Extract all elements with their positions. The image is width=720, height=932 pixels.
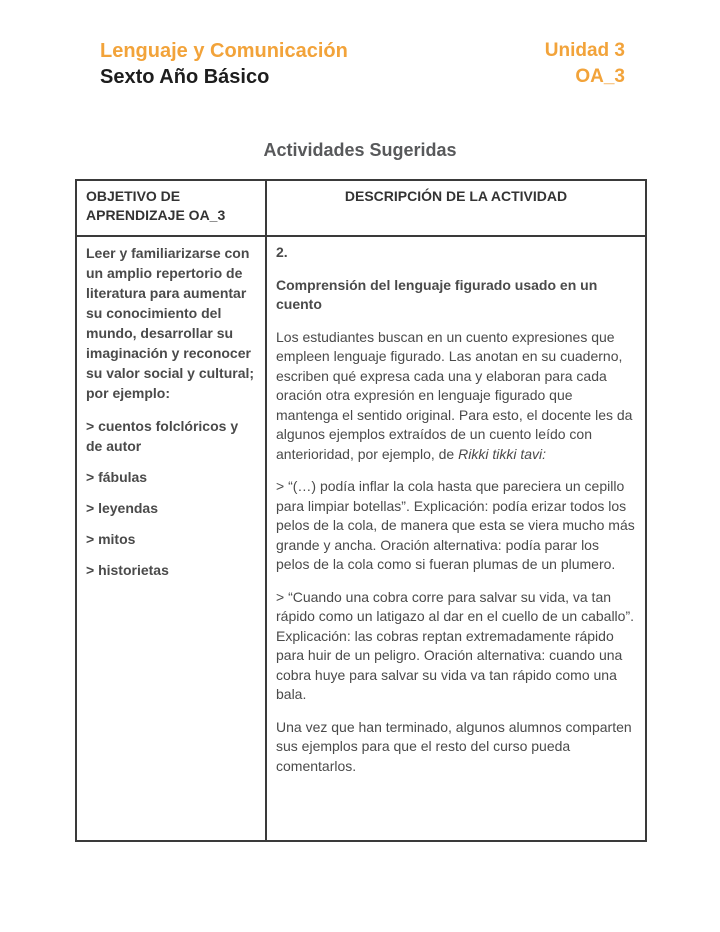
objective-cell [76, 236, 266, 841]
objective-item: > fábulas [86, 469, 148, 485]
description-column-header: DESCRIPCIÓN DE LA ACTIVIDAD [266, 180, 646, 236]
subject-title: Lenguaje y Comunicación [100, 40, 348, 62]
activity-title: Comprensión del lenguaje figurado usado en un cuento [276, 276, 598, 312]
activity-cell [266, 236, 646, 841]
objective-item: > mitos [86, 531, 136, 547]
activities-table [75, 179, 647, 842]
header-left [100, 38, 348, 90]
document-header [0, 0, 720, 90]
activity-story-title: Rikki tikki tavi: [458, 445, 547, 462]
oa-label: OA_3 [575, 66, 625, 87]
activity-intro-text: Los estudiantes buscan en un cuento expresiones que empleen lenguaje figurado. Las anotan en su cuaderno, escriben qué expresa cada una y elaboran para cada oración otra expresión en lenguaje figurado que mantenga el sentido original. Para esto, el docente les da algunos ejemplos extraídos de un cuento leído con anterioridad, por ejemplo, de [276, 328, 633, 462]
activity-closing: Una vez que han terminado, algunos alumnos comparten sus ejemplos para que el resto del curso pueda comentarlos. [276, 718, 632, 774]
unit-label: Unidad 3 [544, 40, 625, 61]
objective-item: > leyendas [86, 500, 158, 516]
objective-column-header: OBJETIVO DE APRENDIZAJE OA_3 [76, 180, 266, 236]
objective-item: > historietas [86, 562, 169, 578]
page-title: Actividades Sugeridas [263, 140, 457, 160]
activity-example-1: > “(…) podía inflar la cola hasta que pareciera un cepillo para limpiar botellas”. Explicación: podía erizar todos los pelos de la cola, de manera que esta se viera mucho más grande y ancha. Oración alternativa: podía parar los pelos de la cola como si fueran plumas de un plumero. [276, 478, 635, 572]
activity-number: 2. [276, 244, 288, 260]
activity-intro-paragraph [276, 328, 636, 465]
objective-item: > cuentos folclóricos y de autor [86, 418, 239, 454]
header-right [545, 38, 625, 90]
activity-example-2: > “Cuando una cobra corre para salvar su vida, va tan rápido como un latigazo al dar en el cuello de un caballo”. Explicación: las cobras reptan extremadamente rápido para huir de un peligro. Oración alternativa: cuando una cobra huye para salvar su vida va tan rápido como una bala. [276, 588, 635, 702]
table-row [76, 236, 646, 841]
grade-subtitle: Sexto Año Básico [100, 66, 270, 88]
table-header-row [76, 180, 646, 236]
objective-intro-text: Leer y familiarizarse con un amplio repertorio de literatura para aumentar su conocimiento del mundo, desarrollar su imaginación y reconocer su valor social y cultural; por ejemplo: [86, 245, 255, 401]
